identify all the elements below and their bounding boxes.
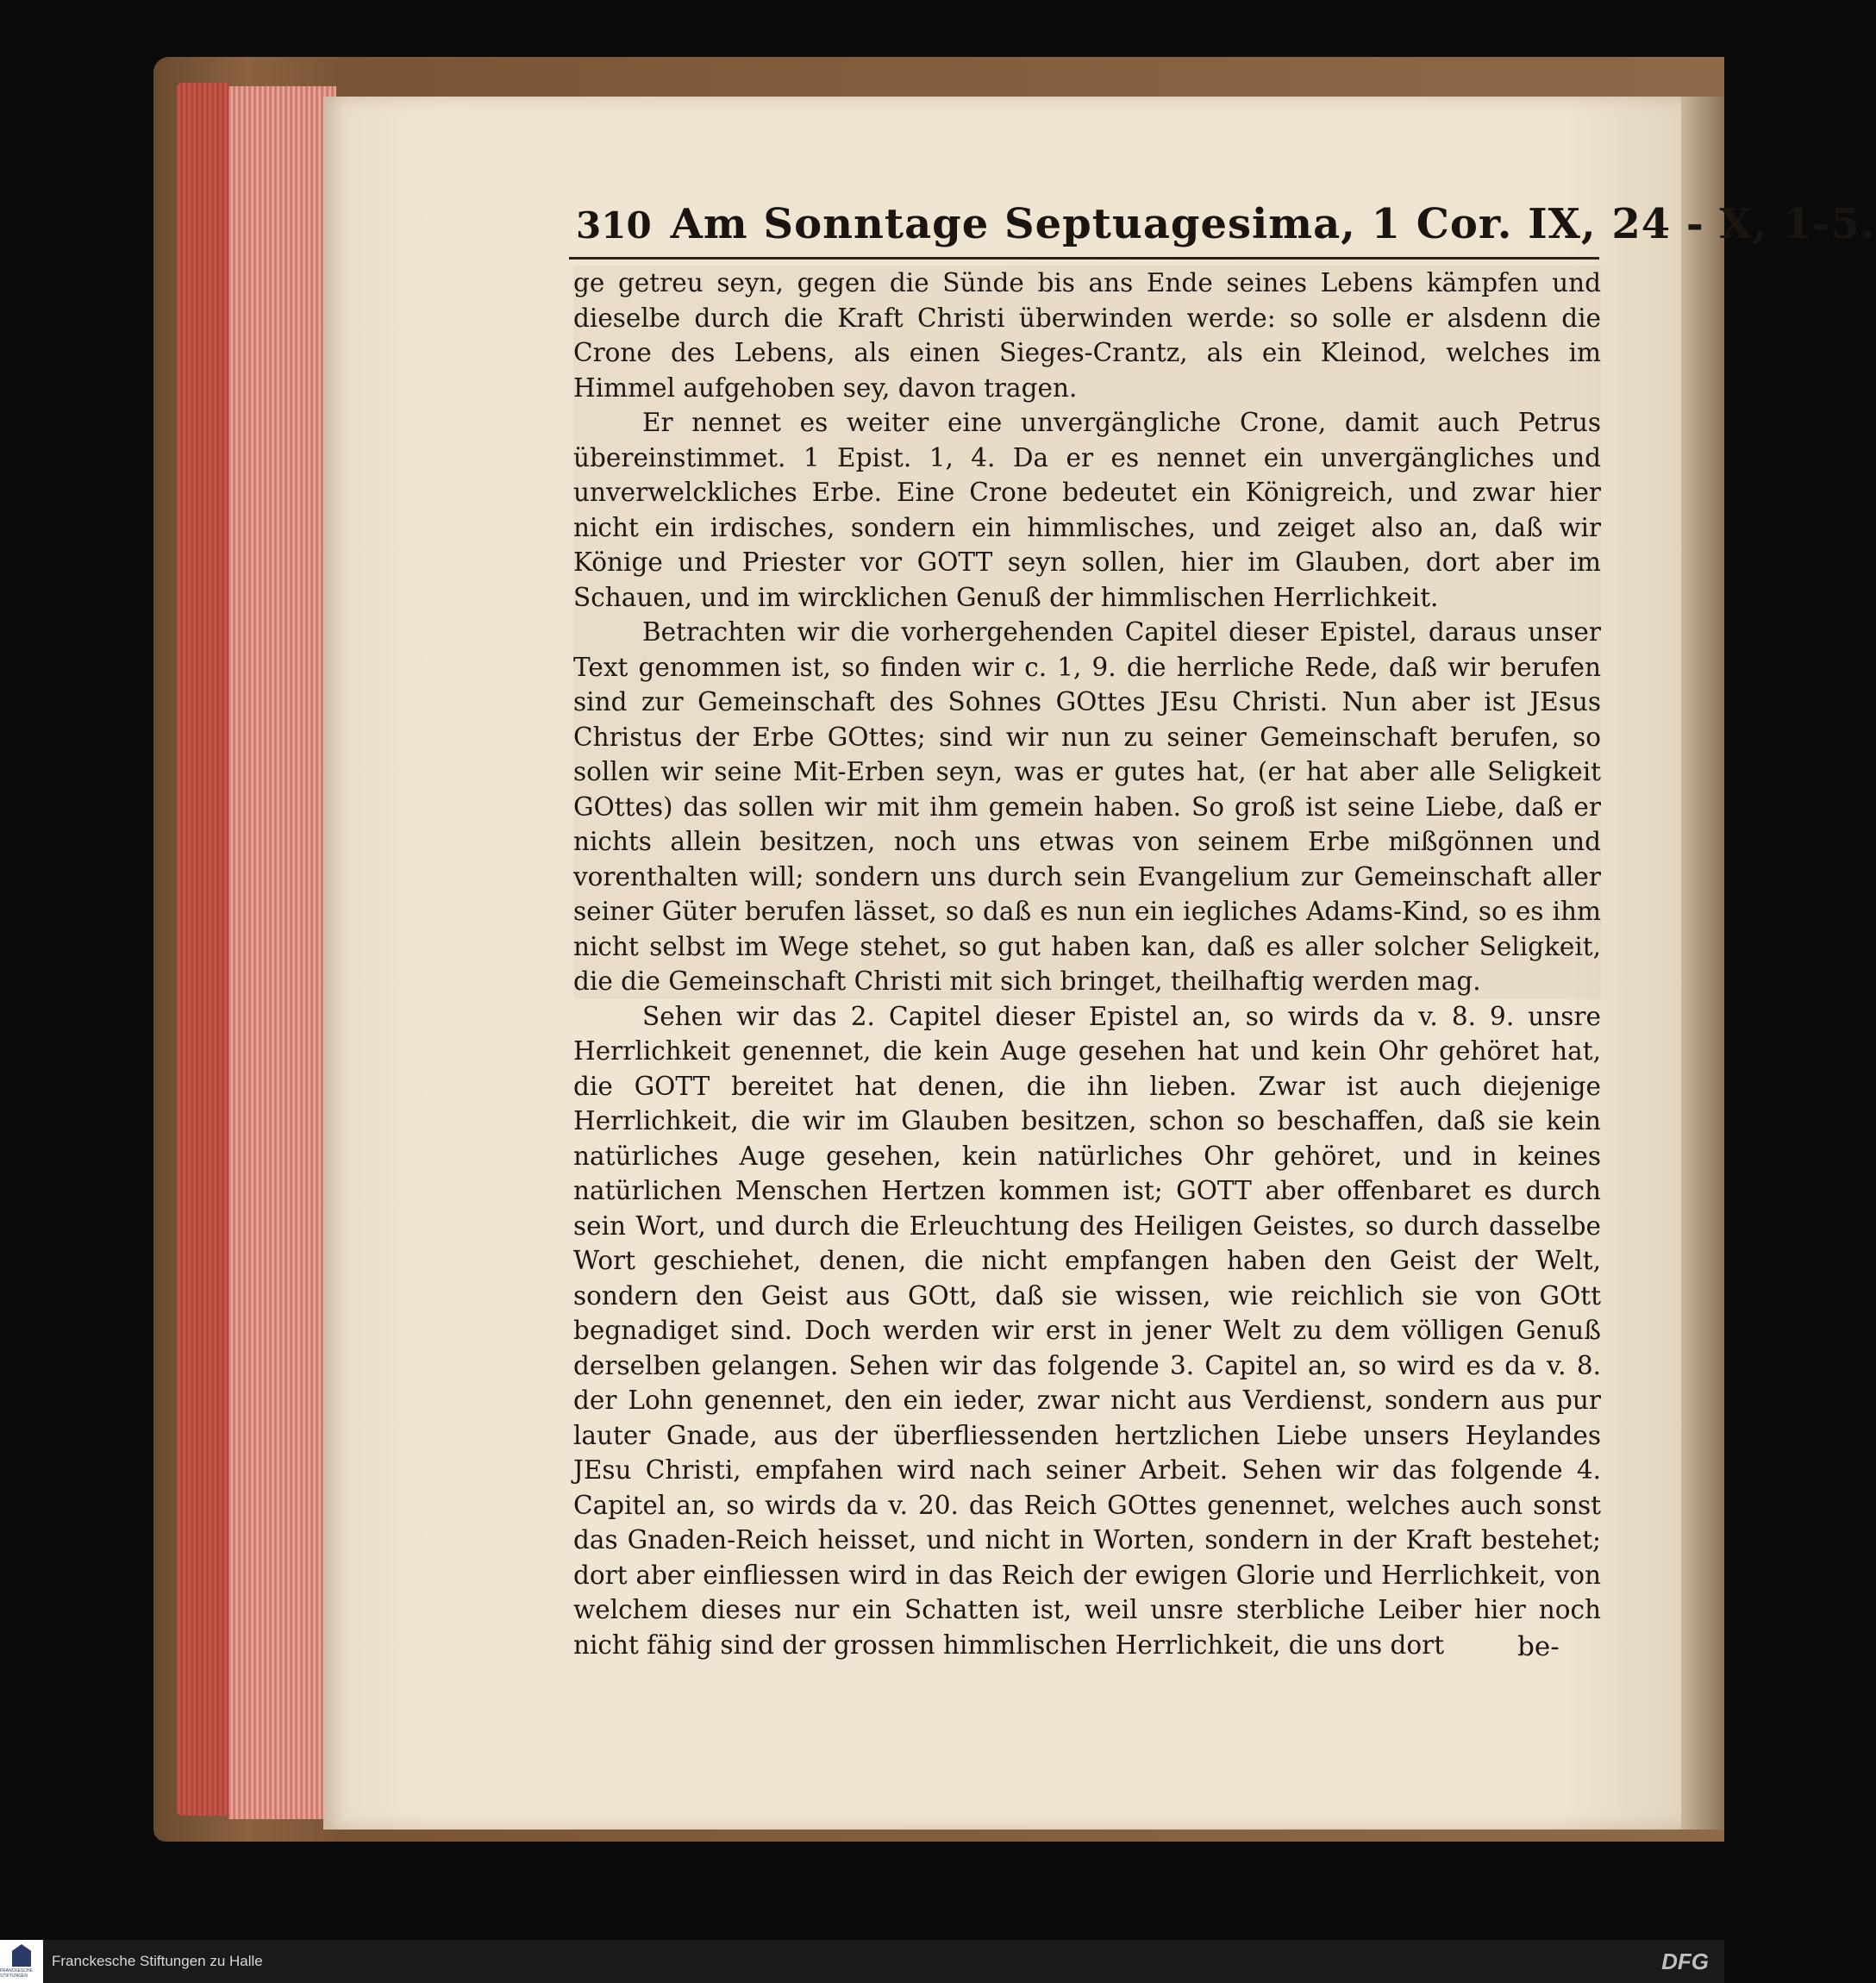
paragraph: Sehen wir das 2. Capitel dieser Epistel an, so wirds da v. 8. 9. unsre Herrlichkeit genennet, die kein Auge gesehen hat und kein Ohr gehöret hat, die GOTT bereitet hat denen, die ihn lieben. Zwar ist auch diejenige Herrlichkeit, die wir im Glauben besitzen, schon so beschaffen, daß sie kein natürliches Auge gesehen, kein natürliches Ohr gehöret, und in keines natürlichen Menschen Hertzen kommen ist; GOTT aber offenbaret es durch sein Wort, und durch die Erleuchtung des Heiligen Geistes, so durch dasselbe Wort geschiehet, denen, die nicht empfangen haben den Geist der Welt, sondern den Geist aus GOtt, daß sie wissen, wie reichlich sie von GOtt begnadiget sind. Doch werden wir erst in jener Welt zu dem völligen Genuß derselben gelangen. Sehen wir das folgende 3. Capitel an, so wird es da v. 8. der Lohn genennet, den ein ieder, zwar nicht aus Verdienst, sondern aus pur lauter Gnade, aus der überfliessenden hertzlichen Liebe unsers Heylandes JEsu Christi, empfahen wird nach seiner Arbeit. Sehen wir das folgende 4. Capitel an, so wirds da v. 20. das Reich GOttes genennet, welches auch sonst das Gnaden-Reich heisset, und nicht in Worten, sondern in der Kraft bestehet; dort aber einfliessen wird in das Reich der ewigen Glorie und Herrlichkeit, von welchem dieses nur ein Schatten ist, weil unsre sterbliche Leiber hier noch nicht fähig sind der grossen himmlischen Herrlichkeit, die uns dort (573, 1001, 1601, 1660)
francke-logo-icon (12, 1944, 31, 1967)
page-number: 310 (576, 204, 652, 247)
dfg-logo[interactable]: DFG (1661, 1948, 1709, 1974)
page-edge-stack (228, 86, 336, 1819)
viewer-footer (0, 1940, 1724, 1983)
running-header (576, 200, 1876, 255)
institution-name[interactable]: Franckesche Stiftungen zu Halle (52, 1953, 263, 1969)
paragraph: Er nennet es weiter eine unvergängliche Crone, damit auch Petrus übereinstimmet. 1 Epist. 1, 4. Da er es nennet ein unvergängliches und unverwelckliches Erbe. Eine Crone bedeutet ein Königreich, und zwar hier nicht ein irdisches, sondern ein himmlisches, und zeiget also an, daß wir Könige und Priester vor GOTT seyn sollen, hier im Glauben, dort aber im Schauen, und im wircklichen Genuß der himmlischen Herrlichkeit. (573, 405, 1601, 615)
running-head-title: Am Sonntage Septuagesima, 1 Cor. IX, 24 - X, 1-5. (670, 200, 1876, 248)
header-rule (569, 257, 1599, 260)
catchword: be- (1517, 1631, 1560, 1662)
page-edge-red (177, 83, 228, 1816)
logo-caption: FRANCKESCHE STIFTUNGEN (0, 1968, 33, 1979)
paragraph: ge getreu seyn, gegen die Sünde bis ans Ende seines Lebens kämpfen und dieselbe durch die Kraft Christi überwinden werde: so solle er alsdenn die Crone des Lebens, als einen Sieges-Crantz, als ein Kleinod, welches im Himmel aufgehoben sey, davon tragen. (573, 266, 1601, 405)
book-gutter (1681, 97, 1724, 1830)
body-text (573, 266, 1601, 1662)
institution-logo[interactable] (0, 1940, 43, 1983)
paragraph: Betrachten wir die vorhergehenden Capitel dieser Epistel, daraus unser Text genommen ist, so finden wir c. 1, 9. die herrliche Rede, daß wir berufen sind zur Gemeinschaft des Sohnes GOttes JEsu Christi. Nun aber ist JEsus Christus der Erbe GOttes; sind wir nun zu seiner Gemeinschaft berufen, so sollen wir seine Mit-Erben seyn, was er gutes hat, (er hat aber alle Seligkeit GOttes) das sollen wir mit ihm gemein haben. So groß ist seine Liebe, daß er nichts allein besitzen, noch uns etwas von seinem Erbe mißgönnen und vorenthalten will; sondern uns durch sein Evangelium zur Gemeinschaft aller seiner Güter berufen lässet, so daß es nun ein iegliches Adams-Kind, so es ihm nicht selbst im Wege stehet, so gut haben kan, daß es aller solcher Seligkeit, die die Gemeinschaft Christi mit sich bringet, theilhaftig werden mag. (573, 615, 1601, 999)
